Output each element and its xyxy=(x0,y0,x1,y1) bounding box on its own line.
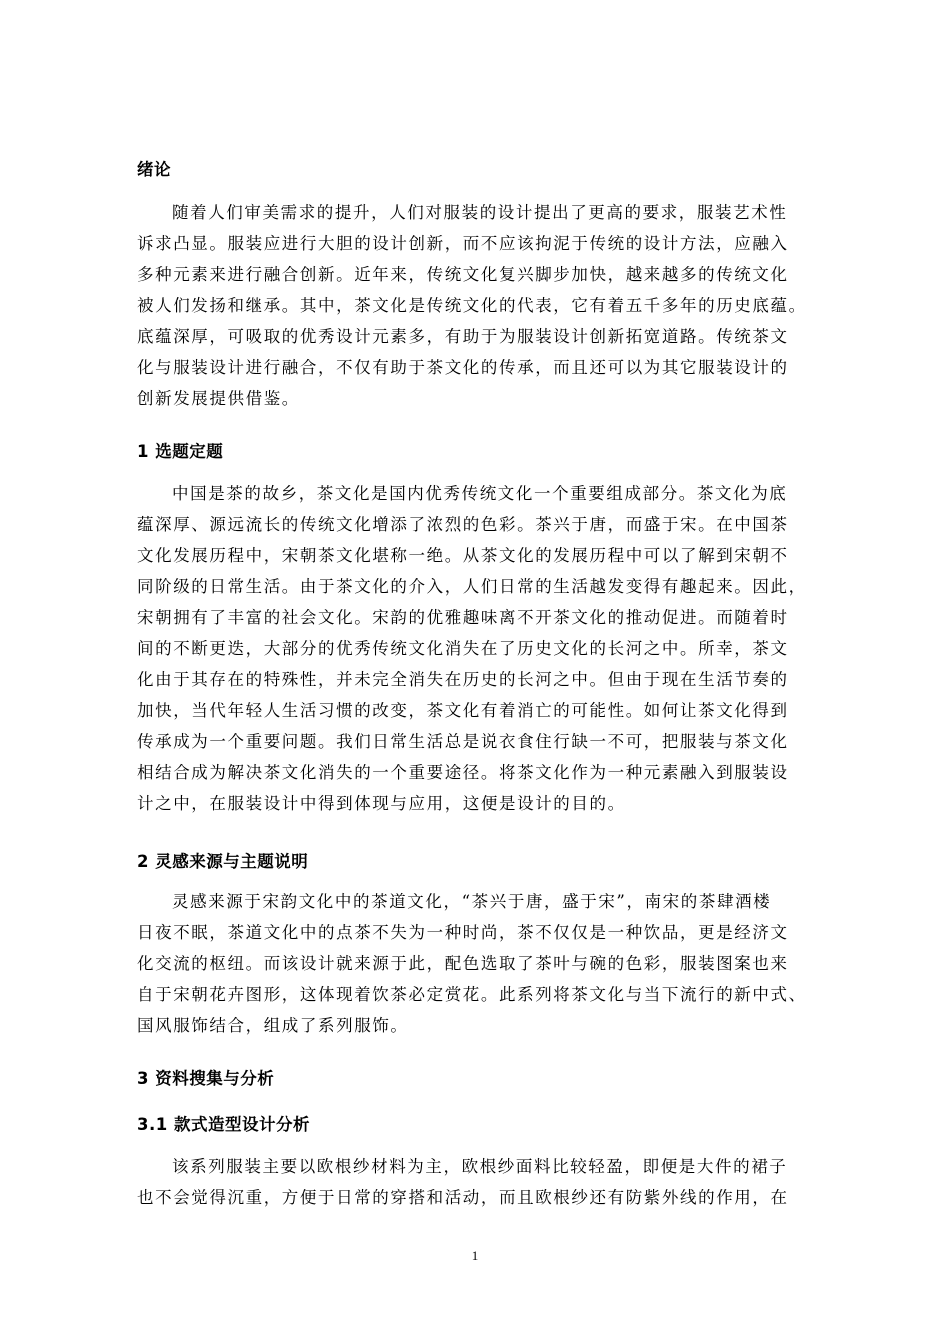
paragraph-line: 文化发展历程中，宋朝茶文化堪称一绝。从茶文化的发展历程中可以了解到宋朝不 xyxy=(137,546,789,565)
paragraph-line: 多种元素来进行融合创新。近年来，传统文化复兴脚步加快，越来越多的传统文化 xyxy=(137,265,789,284)
paragraph-line: 宋朝拥有了丰富的社会文化。宋韵的优雅趣味离不开茶文化的推动促进。而随着时 xyxy=(137,608,789,627)
paragraph-line: 蕴深厚、源远流长的传统文化增添了浓烈的色彩。茶兴于唐，而盛于宋。在中国茶 xyxy=(137,515,789,534)
paragraph-style-analysis xyxy=(137,1151,837,1213)
subsection-heading-style-analysis: 3.1 款式造型设计分析 xyxy=(137,1115,310,1134)
section-heading-inspiration: 2 灵感来源与主题说明 xyxy=(137,852,309,871)
paragraph-topic xyxy=(137,478,837,819)
paragraph-line: 自于宋朝花卉图形，这体现着饮茶必定赏花。此系列将茶文化与当下流行的新中式、 xyxy=(137,985,807,1004)
section-heading-introduction: 绪论 xyxy=(137,160,171,179)
paragraph-line: 日夜不眠，茶道文化中的点茶不失为一种时尚，茶不仅仅是一种饮品，更是经济文 xyxy=(137,923,789,942)
paragraph-line: 加快，当代年轻人生活习惯的改变，茶文化有着消亡的可能性。如何让茶文化得到 xyxy=(137,701,789,720)
paragraph-inspiration xyxy=(137,886,837,1041)
paragraph-line: 也不会觉得沉重，方便于日常的穿搭和活动，而且欧根纱还有防紫外线的作用，在 xyxy=(137,1188,789,1207)
page-number: 1 xyxy=(471,1248,479,1263)
section-heading-topic: 1 选题定题 xyxy=(137,442,224,461)
paragraph-line: 传承成为一个重要问题。我们日常生活总是说衣食住行缺一不可，把服装与茶文化 xyxy=(137,732,789,751)
paragraph-line: 化交流的枢纽。而该设计就来源于此，配色选取了茶叶与碗的色彩，服装图案也来 xyxy=(137,954,789,973)
paragraph-line: 相结合成为解决茶文化消失的一个重要途径。将茶文化作为一种元素融入到服装设 xyxy=(137,763,789,782)
paragraph-line: 计之中，在服装设计中得到体现与应用，这便是设计的目的。 xyxy=(137,794,626,813)
paragraph-line: 同阶级的日常生活。由于茶文化的介入，人们日常的生活越发变得有趣起来。因此， xyxy=(137,577,807,596)
paragraph-line: 中国是茶的故乡，茶文化是国内优秀传统文化一个重要组成部分。茶文化为底 xyxy=(172,484,788,503)
paragraph-line: 该系列服装主要以欧根纱材料为主，欧根纱面料比较轻盈，即便是大件的裙子 xyxy=(172,1157,788,1176)
paragraph-line: 随着人们审美需求的提升，人们对服装的设计提出了更高的要求，服装艺术性 xyxy=(172,203,788,222)
paragraph-line: 化与服装设计进行融合，不仅有助于茶文化的传承，而且还可以为其它服装设计的 xyxy=(137,358,789,377)
section-heading-research: 3 资料搜集与分析 xyxy=(137,1069,275,1088)
paragraph-line: 诉求凸显。服装应进行大胆的设计创新，而不应该拘泥于传统的设计方法，应融入 xyxy=(137,234,789,253)
paragraph-line: 创新发展提供借鉴。 xyxy=(137,389,300,408)
paragraph-line: 底蕴深厚，可吸取的优秀设计元素多，有助于为服装设计创新拓宽道路。传统茶文 xyxy=(137,327,789,346)
paragraph-line: 国风服饰结合，组成了系列服饰。 xyxy=(137,1016,409,1035)
paragraph-line: 被人们发扬和继承。其中，茶文化是传统文化的代表，它有着五千多年的历史底蕴。 xyxy=(137,296,807,315)
paragraph-line: 化由于其存在的特殊性，并未完全消失在历史的长河之中。但由于现在生活节奏的 xyxy=(137,670,789,689)
paragraph-line: 灵感来源于宋韵文化中的茶道文化，“茶兴于唐，盛于宋”，南宋的茶肆酒楼 xyxy=(172,892,772,911)
paragraph-line: 间的不断更迭，大部分的优秀传统文化消失在了历史文化的长河之中。所幸，茶文 xyxy=(137,639,789,658)
paragraph-introduction xyxy=(137,197,837,414)
